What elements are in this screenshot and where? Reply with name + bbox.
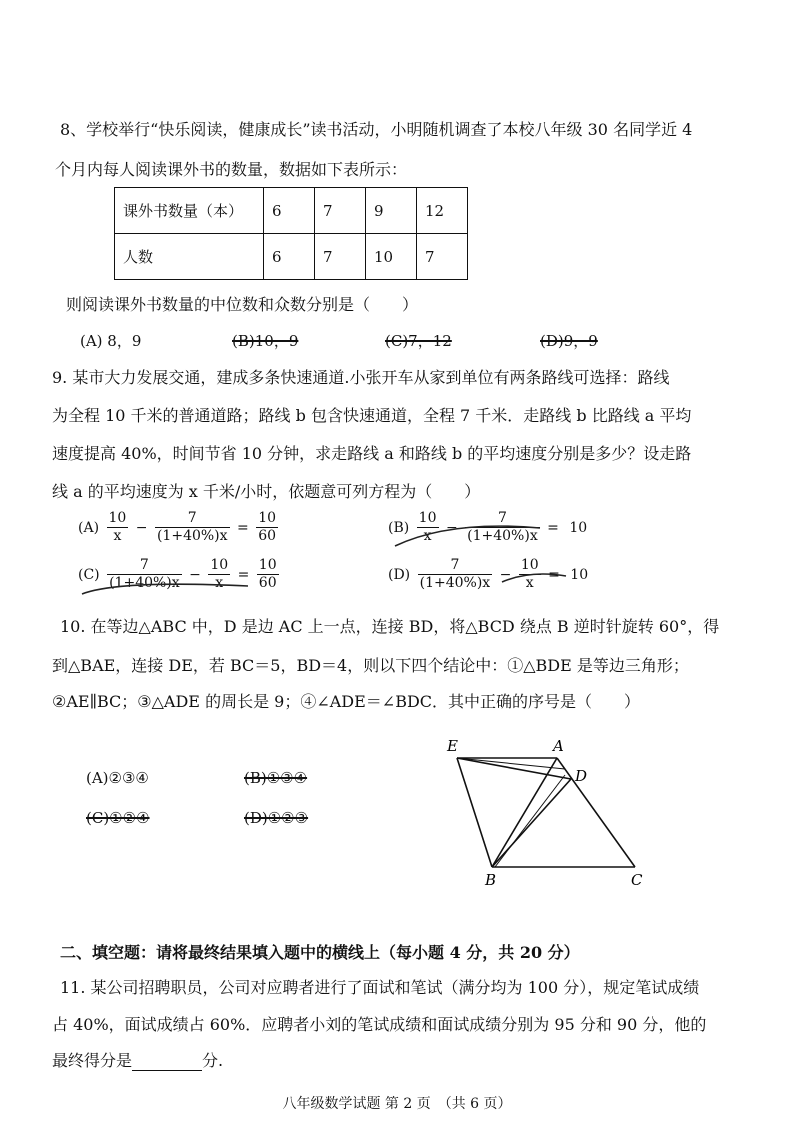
table-cell: 12 [417, 188, 468, 234]
denominator: 60 [258, 575, 277, 591]
denominator: x [113, 528, 122, 544]
q10-option-d[interactable]: (D)①②③ [244, 809, 309, 827]
q9-option-a[interactable] [75, 510, 278, 545]
rhs-value: 10 [569, 519, 588, 536]
fraction [257, 557, 279, 592]
minus-sign: − [445, 519, 458, 536]
denominator: x [423, 528, 432, 544]
denominator: x [525, 575, 534, 591]
option-label: (C) [78, 566, 100, 583]
numerator: 10 [258, 557, 277, 573]
q8-option-b[interactable]: (B)10，9 [232, 332, 299, 350]
q10-line1: 10. 在等边△ABC 中，D 是边 AC 上一点，连接 BD，将△BCD 绕点 B 逆时针旋转 60°，得 [60, 617, 720, 636]
segment-ab [492, 758, 557, 867]
label-c: C [631, 871, 643, 889]
equals-sign: = [237, 566, 250, 583]
option-label: (D) [388, 566, 411, 583]
numerator: 10 [258, 510, 277, 526]
numerator: 10 [108, 510, 127, 526]
table-cell: 6 [264, 188, 315, 234]
minus-sign: − [189, 566, 201, 583]
strike-mark [390, 510, 550, 550]
table-cell: 6 [264, 234, 315, 280]
q9-line2: 为全程 10 千米的普通道路；路线 b 包含快速通道，全程 7 千米．走路线 b 比路线 a 平均 [52, 406, 692, 425]
table-cell: 7 [417, 234, 468, 280]
minus-sign: − [499, 566, 512, 583]
q9-line1: 9. 某市大力发展交通，建成多条快速通道.小张开车从家到单位有两条路线可选择：路线 [52, 368, 670, 387]
strike-mark [500, 566, 570, 586]
q9-line4: 线 a 的平均速度为 x 千米/小时，依题意可列方程为（ ） [52, 482, 481, 501]
numerator: 7 [155, 510, 230, 528]
fraction [418, 557, 493, 592]
equals-sign: = [237, 519, 249, 536]
q10-option-b[interactable]: (B)①③④ [244, 769, 308, 787]
q8-option-d[interactable]: (D)9，9 [540, 332, 598, 350]
q8-line2: 个月内每人阅读课外书的数量，数据如下表所示： [55, 160, 408, 179]
denominator: 60 [258, 528, 277, 544]
strike-mark [78, 560, 258, 600]
label-d: D [575, 767, 588, 785]
q10-option-c[interactable]: (C)①②④ [86, 809, 150, 827]
fraction [155, 510, 230, 545]
table-cell: 7 [315, 188, 366, 234]
q10-line3: ②AE∥BC；③△ADE 的周长是 9；④∠ADE＝∠BDC．其中正确的序号是（ ） [52, 692, 641, 711]
q8-question: 则阅读课外书数量的中位数和众数分别是（ ） [66, 295, 419, 314]
page-footer: 八年级数学试题 第 2 页 （共 6 页） [282, 1096, 512, 1112]
q8-line1: 8、学校举行“快乐阅读，健康成长”读书活动，小明随机调查了本校八年级 30 名同学近 4 [60, 120, 693, 139]
table-cell: 9 [366, 188, 417, 234]
table-cell: 10 [366, 234, 417, 280]
minus-sign: − [135, 519, 148, 536]
numerator: 10 [210, 557, 229, 573]
q11-line1: 11. 某公司招聘职员，公司对应聘者进行了面试和笔试（满分均为 100 分），规定笔试成绩 [60, 978, 700, 997]
q11-line2: 占 40%，面试成绩占 60%．应聘者小刘的笔试成绩和面试成绩分别为 95 分和 90 分，他的 [52, 1015, 707, 1034]
fraction [256, 510, 278, 545]
equals-sign: = [548, 566, 560, 583]
label-a: A [553, 737, 564, 755]
q8-option-a[interactable]: (A) 8，9 [80, 332, 142, 350]
q11-line3-suffix: 分. [202, 1051, 224, 1070]
table-cell: 7 [315, 234, 366, 280]
table-cell: 课外书数量（本） [115, 188, 264, 234]
segment-bd2 [495, 775, 565, 867]
q8-table [114, 187, 468, 280]
q10-line2: 到△BAE，连接 DE，若 BC＝5，BD＝4，则以下四个结论中：①△BDE 是等边三角形； [52, 656, 689, 675]
segment-bd [492, 779, 571, 867]
denominator: (1+40%)x [467, 528, 538, 544]
label-b: B [485, 871, 497, 889]
numerator: 7 [418, 557, 493, 575]
option-label: (A) [78, 519, 100, 536]
equals-sign: = [547, 519, 559, 536]
q8-option-c[interactable]: (C)7，12 [385, 332, 452, 350]
numerator: 7 [465, 510, 540, 528]
table-cell: 人数 [115, 234, 264, 280]
label-e: E [447, 737, 458, 755]
table-row [115, 188, 468, 234]
segment-eb [457, 758, 492, 867]
numerator: 10 [418, 510, 437, 526]
section-heading: 二、填空题：请将最终结果填入题中的横线上（每小题 4 分，共 20 分） [60, 943, 580, 962]
denominator: (1+40%)x [156, 528, 228, 544]
segment-ed [457, 758, 571, 779]
fraction [107, 510, 129, 545]
q11-line3-prefix: 最终得分是 [52, 1051, 133, 1070]
q11-line3 [52, 1051, 223, 1071]
triangle-figure [445, 735, 665, 895]
denominator: (1+40%)x [109, 575, 180, 591]
option-label: (B) [388, 519, 410, 536]
table-row [115, 234, 468, 280]
q10-option-a[interactable]: (A)②③④ [86, 769, 149, 787]
numerator: 7 [107, 557, 182, 575]
rhs-value: 10 [570, 566, 589, 583]
denominator: (1+40%)x [419, 575, 491, 591]
segment-ac [557, 758, 635, 867]
q9-line3: 速度提高 40%，时间节省 10 分钟，求走路线 a 和路线 b 的平均速度分别是多少？设走路 [52, 444, 692, 463]
numerator: 10 [520, 557, 539, 573]
denominator: x [215, 575, 224, 591]
answer-blank[interactable] [132, 1054, 202, 1071]
